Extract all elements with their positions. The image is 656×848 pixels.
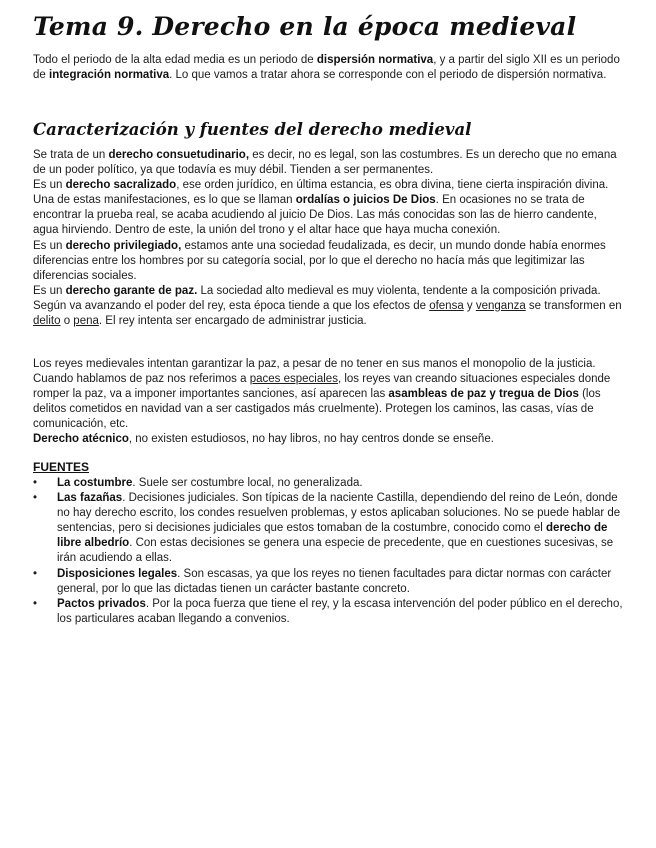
section-title: Caracterización y fuentes del derecho medieval [33, 120, 472, 139]
p1-text-1: Se trata de un [33, 149, 109, 161]
intro-text-3: . Lo que vamos a tratar ahora se corresponde con el periodo de dispersión normativa. [169, 69, 607, 82]
list-item [33, 567, 623, 597]
p3-text-1: Es un [33, 239, 66, 252]
intro-paragraph [33, 53, 623, 83]
p4-underline-delito: delito [33, 315, 61, 328]
p4-text-4: se transformen en [525, 299, 622, 312]
list-item [33, 476, 623, 491]
p2-text-2: , ese orden jurídico, en última estancia, es obra divina, tiene cierta inspiración divina. Una de estas manifestaciones, es lo que se llaman [33, 179, 609, 207]
p5-text-3: (los delitos cometidos en navidad van a ser castigados más cruelmente). Protegen los caminos, las casas, vías de comunicación, etc. [33, 388, 601, 431]
p1-text-2: es decir, no es legal, son las costumbres. Es un derecho que no emana de un poder político, ya que todavía es muy débil. Tienden a ser permanentes. [33, 149, 617, 177]
p3-bold: derecho privilegiado, [65, 239, 182, 252]
fuente-bold: Pactos privados [57, 597, 146, 610]
p4-underline-pena: pena [73, 315, 99, 328]
p5-underline-paces: paces especiales [249, 373, 338, 386]
p2-bold-1: derecho sacralizado [65, 179, 177, 192]
fuente-text: . Decisiones judiciales. Son típicas de la naciente Castilla, dependiendo del reino de León, donde no hay derecho escrito, los condes resuelven problemas, y estos aplicaban soluciones. No se puede hablar de sentencias, pero si decisiones judiciales que estos tomaban de la costumbre, conocido como el [57, 492, 621, 535]
fuentes-heading: FUENTES [33, 460, 90, 474]
p4-text-3: y [463, 299, 476, 312]
p4-underline-ofensa: ofensa [429, 299, 464, 312]
fuente-text: . Suele ser costumbre local, no generalizada. [132, 477, 363, 489]
p5-text-1: Los reyes medievales intentan garantizar la paz, a pesar de no tener en sus manos el monopolio de la justicia. Cuando hablamos de paz nos referimos a [33, 358, 596, 386]
p4-text-2: La sociedad alto medieval es muy violenta, tendente a la composición privada. Según va avanzando el poder del rey, esta época tiende a que los efectos de [33, 284, 601, 312]
peace-block [33, 357, 623, 448]
p6-bold: Derecho atécnico [33, 433, 129, 446]
p5-bold-asambleas: asambleas de paz y tregua de Dios [388, 388, 579, 401]
fuente-bold: La costumbre [57, 477, 133, 489]
p6-text-1: , no existen estudiosos, no hay libros, no hay centros donde se enseñe. [128, 433, 494, 446]
fuente-text: . Son escasas, ya que los reyes no tienen facultades para dictar normas con carácter general, por lo que las dictadas tienen un carácter bastante concreto. [57, 567, 612, 595]
list-item [33, 597, 623, 627]
p2-text-3: . En ocasiones no se trata de encontrar la prueba real, se acaba acudiendo al juicio De Dios. Las más conocidas son las de hierro candente, agua hirviendo. Dentro de este, la unión del trono y el altar hace que haya mucha conexión. [33, 194, 597, 237]
bullet-icon: • [33, 597, 38, 610]
intro-text-1: Todo el periodo de la alta edad media es un periodo de [33, 54, 317, 66]
paragraph-atecnico [33, 432, 623, 447]
fuente-text-2: . Con estas decisiones se genera una especie de precedente, que en cuestiones sucesivas, se irán acudiendo a ellas. [57, 537, 614, 565]
p2-text-1: Es un [33, 179, 66, 192]
fuente-text: . Por la poca fuerza que tiene el rey, y la escasa intervención del poder público en el derecho, los particulares acaban llegando a convenios. [57, 597, 623, 625]
p5-text-2: , los reyes van creando situaciones especiales donde romper la paz, va a imponer importantes sanciones, así aparecen las [33, 373, 611, 401]
p1-bold: derecho consuetudinario, [108, 149, 250, 161]
intro-text-2: , y a partir del siglo XII es un periodo de [33, 54, 620, 82]
fuente-bold-albedrio: derecho de libre albedrío [57, 522, 608, 550]
p4-text-1: Es un [33, 284, 66, 297]
list-item [33, 491, 623, 566]
p4-underline-venganza: venganza [475, 299, 526, 312]
bullet-icon: • [33, 477, 38, 489]
paragraph-consuetudinario [33, 148, 623, 178]
paragraph-sacralizado [33, 178, 623, 238]
characteristics-block [33, 148, 623, 329]
p2-bold-2: ordalías o juicios De Dios [295, 194, 436, 207]
p3-text-2: estamos ante una sociedad feudalizada, es decir, un mundo donde había enormes diferencias entre los hombres por su categoría social, por lo que el derecho no hacía más que legitimizar las diferencias sociales. [33, 239, 606, 282]
p4-text-6: . El rey intenta ser encargado de administrar justicia. [98, 315, 367, 328]
fuente-bold: Las fazañas [57, 492, 123, 505]
p4-bold: derecho garante de paz. [65, 284, 198, 297]
bullet-icon: • [33, 492, 38, 505]
page-title: Tema 9. Derecho en la época medieval [33, 12, 577, 41]
paragraph-garante-de-paz [33, 284, 623, 329]
bullet-icon: • [33, 567, 38, 580]
fuentes-list [33, 476, 623, 627]
intro-bold-dispersion: dispersión normativa [316, 54, 434, 66]
fuente-bold: Disposiciones legales [57, 567, 178, 580]
intro-bold-integracion: integración normativa [49, 69, 170, 82]
paragraph-privilegiado [33, 239, 623, 284]
paragraph-paz [33, 357, 623, 432]
p4-text-5: o [60, 315, 74, 328]
